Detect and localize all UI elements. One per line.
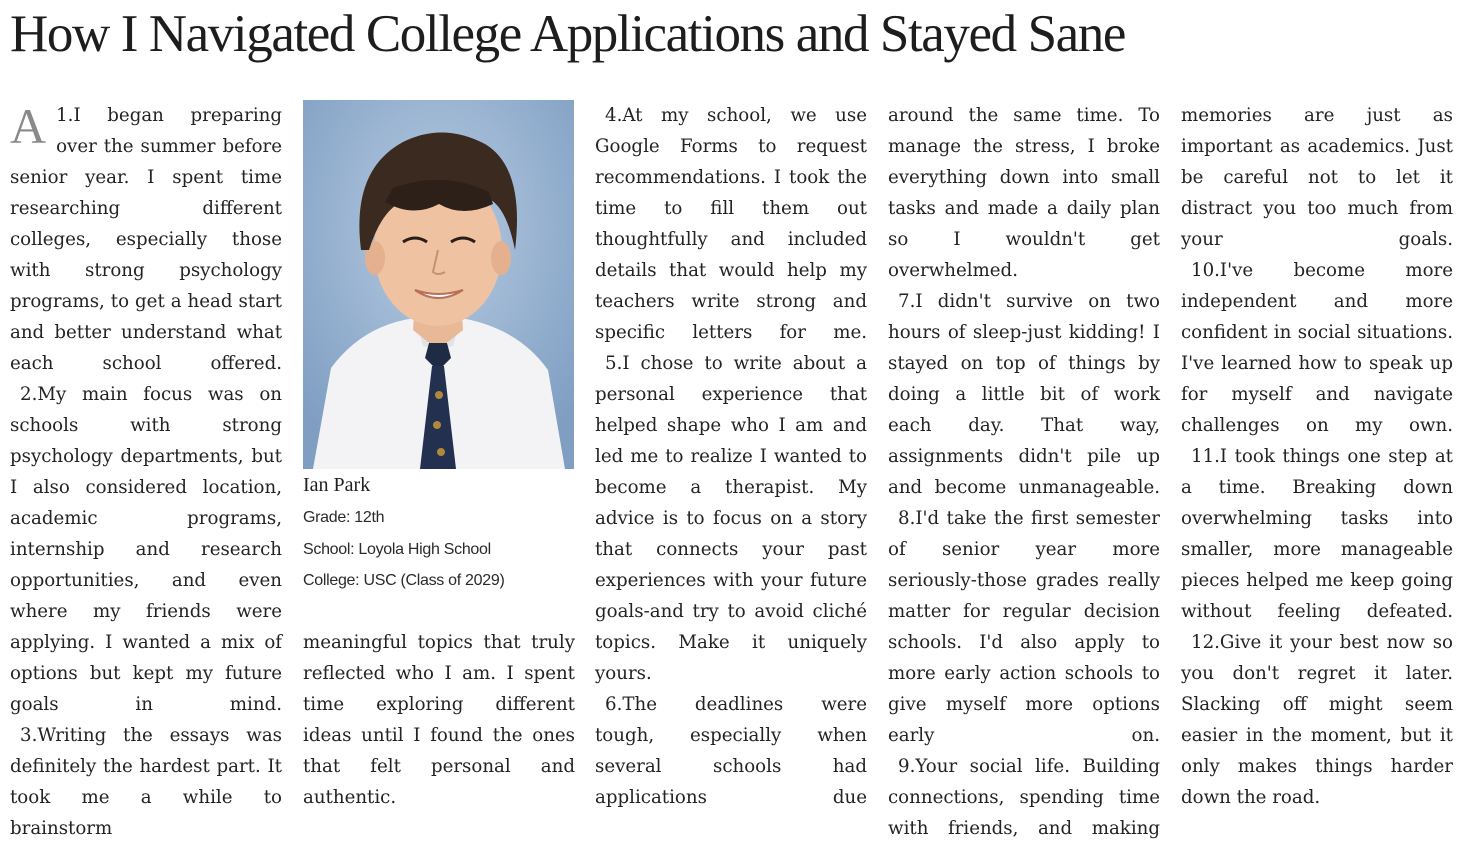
article-column-3 [595, 100, 867, 808]
drop-cap: A [10, 98, 47, 154]
student-portrait-image [303, 100, 574, 469]
portrait-illustration [303, 100, 574, 469]
paragraph: 11.I took things one step at a time. Breaking down overwhelming tasks into smaller, more manageable pieces helped me keep going without feeling defeated. [1181, 446, 1453, 622]
paragraph: 3.Writing the essays was definitely the hardest part. It took me a while to brainstorm [10, 725, 282, 839]
article-column-4 [888, 100, 1160, 839]
student-name: Ian Park [303, 474, 371, 496]
paragraph: 5.I chose to write about a personal experience that helped shape who I am and led me to realize I wanted to become a therapist. My advice is to focus on a story that connects your past experiences with your future goals-and try to avoid cliché topics. Make it uniquely yours. [595, 353, 867, 684]
photo-caption [303, 468, 574, 597]
paragraph: 2.My main focus was on schools with strong psychology departments, but I also considered location, academic programs, internship and research opportunities, and even where my friends were applying. I wanted a mix of options but kept my future goals in mind. [10, 384, 282, 715]
paragraph: 4.At my school, we use Google Forms to request recommendations. I took the time to fill them out thoughtfully and included details that would help my teachers write strong and specific letters for me. [595, 105, 867, 343]
paragraph: 6.The deadlines were tough, especially when several schools had applications due [595, 694, 867, 808]
paragraph: 9.Your social life. Building connections, spending time with friends, and making [888, 756, 1160, 839]
paragraph: 8.I'd take the first semester of senior year more seriously-those grades really matter for regular decision schools. I'd also apply to more early action schools to give myself more options early on. [888, 508, 1160, 746]
article-headline: How I Navigated College Applications and Stayed Sane [10, 5, 1126, 63]
paragraph: 12.Give it your best now so you don't regret it later. Slacking off might seem easier in the moment, but it only makes things harder down the road. [1181, 632, 1453, 808]
student-college: College: USC (Class of 2029) [303, 572, 505, 589]
paragraph: 1.I began preparing over the summer before senior year. I spent time researching different colleges, especially those with strong psychology programs, to get a head start and better understand what each school offered. [10, 105, 282, 374]
paragraph: memories are just as important as academics. Just be careful not to let it distract you too much from your goals. [1181, 105, 1453, 250]
student-school: School: Loyola High School [303, 540, 491, 558]
article-column-1 [10, 98, 282, 839]
article-column-5 [1181, 100, 1453, 808]
article-column-2 [303, 627, 575, 813]
paragraph: around the same time. To manage the stress, I broke everything down into small tasks and made a daily plan so I wouldn't get overwhelmed. [888, 105, 1160, 281]
paragraph: 10.I've become more independent and more confident in social situations. I've learned how to speak up for myself and navigate challenges on my own. [1181, 260, 1453, 436]
paragraph: meaningful topics that truly reflected who I am. I spent time exploring different ideas until I found the ones that felt personal and authentic. [303, 632, 575, 808]
paragraph: 7.I didn't survive on two hours of sleep-just kidding! I stayed on top of things by doing a little bit of work each day. That way, assignments didn't pile up and become unmanageable. [888, 291, 1160, 498]
student-grade: Grade: 12th [303, 509, 385, 526]
